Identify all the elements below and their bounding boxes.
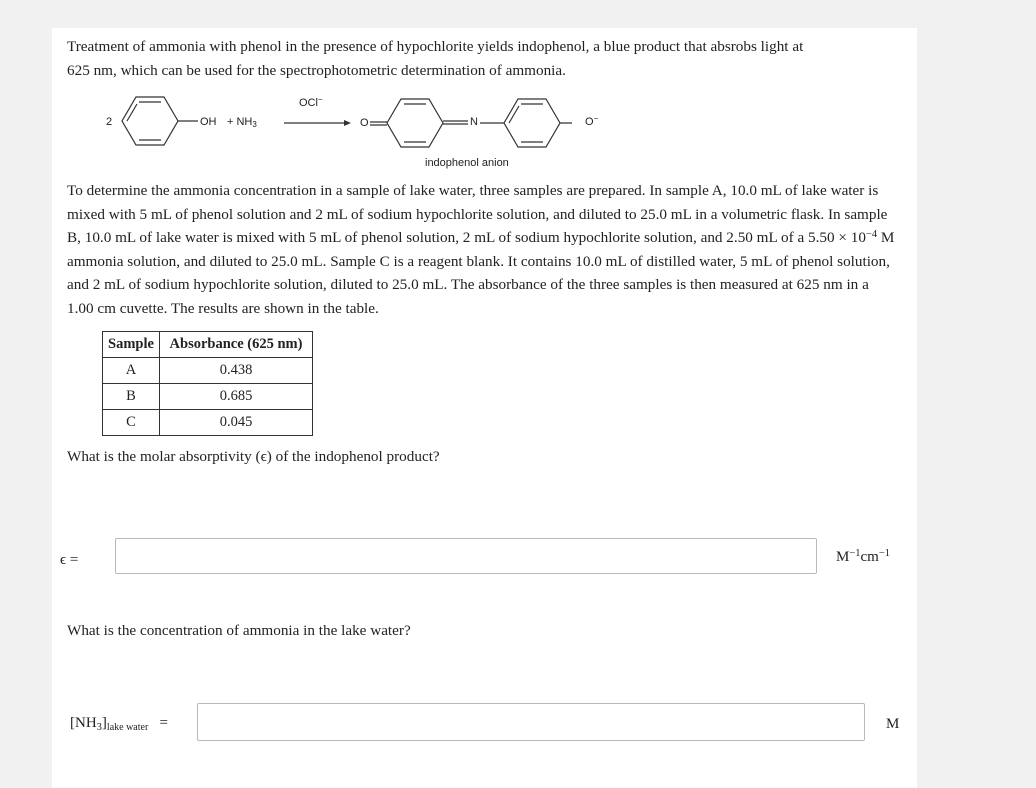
question-2-text: What is the concentration of ammonia in the lake water? xyxy=(67,622,411,639)
ammonia-concentration-label: $[NH_3]_{lake water}$ = xyxy=(70,715,169,733)
table-row xyxy=(103,410,313,436)
absorbance-cell: 0.685 xyxy=(160,384,313,410)
sample-cell: C xyxy=(103,410,160,436)
intro-line-2: 625 nm, which can be used for the spectrophotometric determination of ammonia. xyxy=(67,61,566,79)
sample-cell: A xyxy=(103,358,160,384)
sample-cell: B xyxy=(103,384,160,410)
exponent: −4 xyxy=(865,229,878,240)
molar-absorptivity-unit: $M^{-1}cm^{-1}$ xyxy=(836,548,891,565)
molar-absorptivity-input[interactable] xyxy=(115,538,817,574)
procedure-paragraph: To determine the ammonia concentration in a sample of lake water, three samples are prepared. In sample A, 10.0 mL of lake water is mixed with 5 mL of phenol solution and 2 mL of sodium hypochlorite solution, and diluted to 25.0 mL in a volumetric flask. In sample B, 10.0 mL of lake water is mixed with 5 mL of phenol solution, 2 mL of sodium hypochlorite solution, and 2.50 mL of a $5.50 \times 10^{-4}$ M ammonia solution, and diluted to 25.0 mL. Sample C is a reagent blank. It contains 10.0 mL of distilled water, 5 mL of phenol solution, and 2 mL of sodium hypochlorite solution, diluted to 25.0 mL. The absorbance of the three samples is then measured at 625 nm in a 1.00 cm cuvette. The results are shown in the table. xyxy=(67,182,895,317)
intro-paragraph xyxy=(67,35,897,82)
intro-line-1: Treatment of ammonia with phenol in the presence of hypochlorite yields indophenol, a blue product that absrobs light at xyxy=(67,38,804,55)
table-header-absorbance: Absorbance (625 nm) xyxy=(160,332,313,358)
question-card xyxy=(52,28,917,788)
absorbance-table xyxy=(102,331,313,436)
phenolate-ring xyxy=(504,99,560,147)
table-row xyxy=(103,358,313,384)
phenol-ring xyxy=(122,97,178,145)
carbonyl-oxygen-label: O xyxy=(360,117,369,129)
absorbance-cell: 0.438 xyxy=(160,358,313,384)
phenolate-oxygen-label: O− xyxy=(585,114,599,128)
ammonia-concentration-input[interactable] xyxy=(197,703,865,741)
table-row xyxy=(103,384,313,410)
quinone-ring xyxy=(387,99,443,147)
ammonia-concentration-unit: M xyxy=(886,716,900,732)
table-header-sample: Sample xyxy=(103,332,160,358)
product-name: indophenol anion xyxy=(425,157,509,169)
hypochlorite-label: OCl− xyxy=(299,95,323,109)
imine-nitrogen-label: N xyxy=(470,116,478,128)
absorbance-cell: 0.045 xyxy=(160,410,313,436)
hydroxyl-label: OH xyxy=(200,116,217,128)
epsilon-label: ϵ = xyxy=(60,552,79,568)
question-1-text: What is the molar absorptivity (ϵ) of the indophenol product? xyxy=(67,448,440,465)
reaction-scheme xyxy=(52,90,599,180)
ammonia-label: + $NH_3$ xyxy=(227,116,257,129)
coefficient: 2 xyxy=(106,116,113,128)
